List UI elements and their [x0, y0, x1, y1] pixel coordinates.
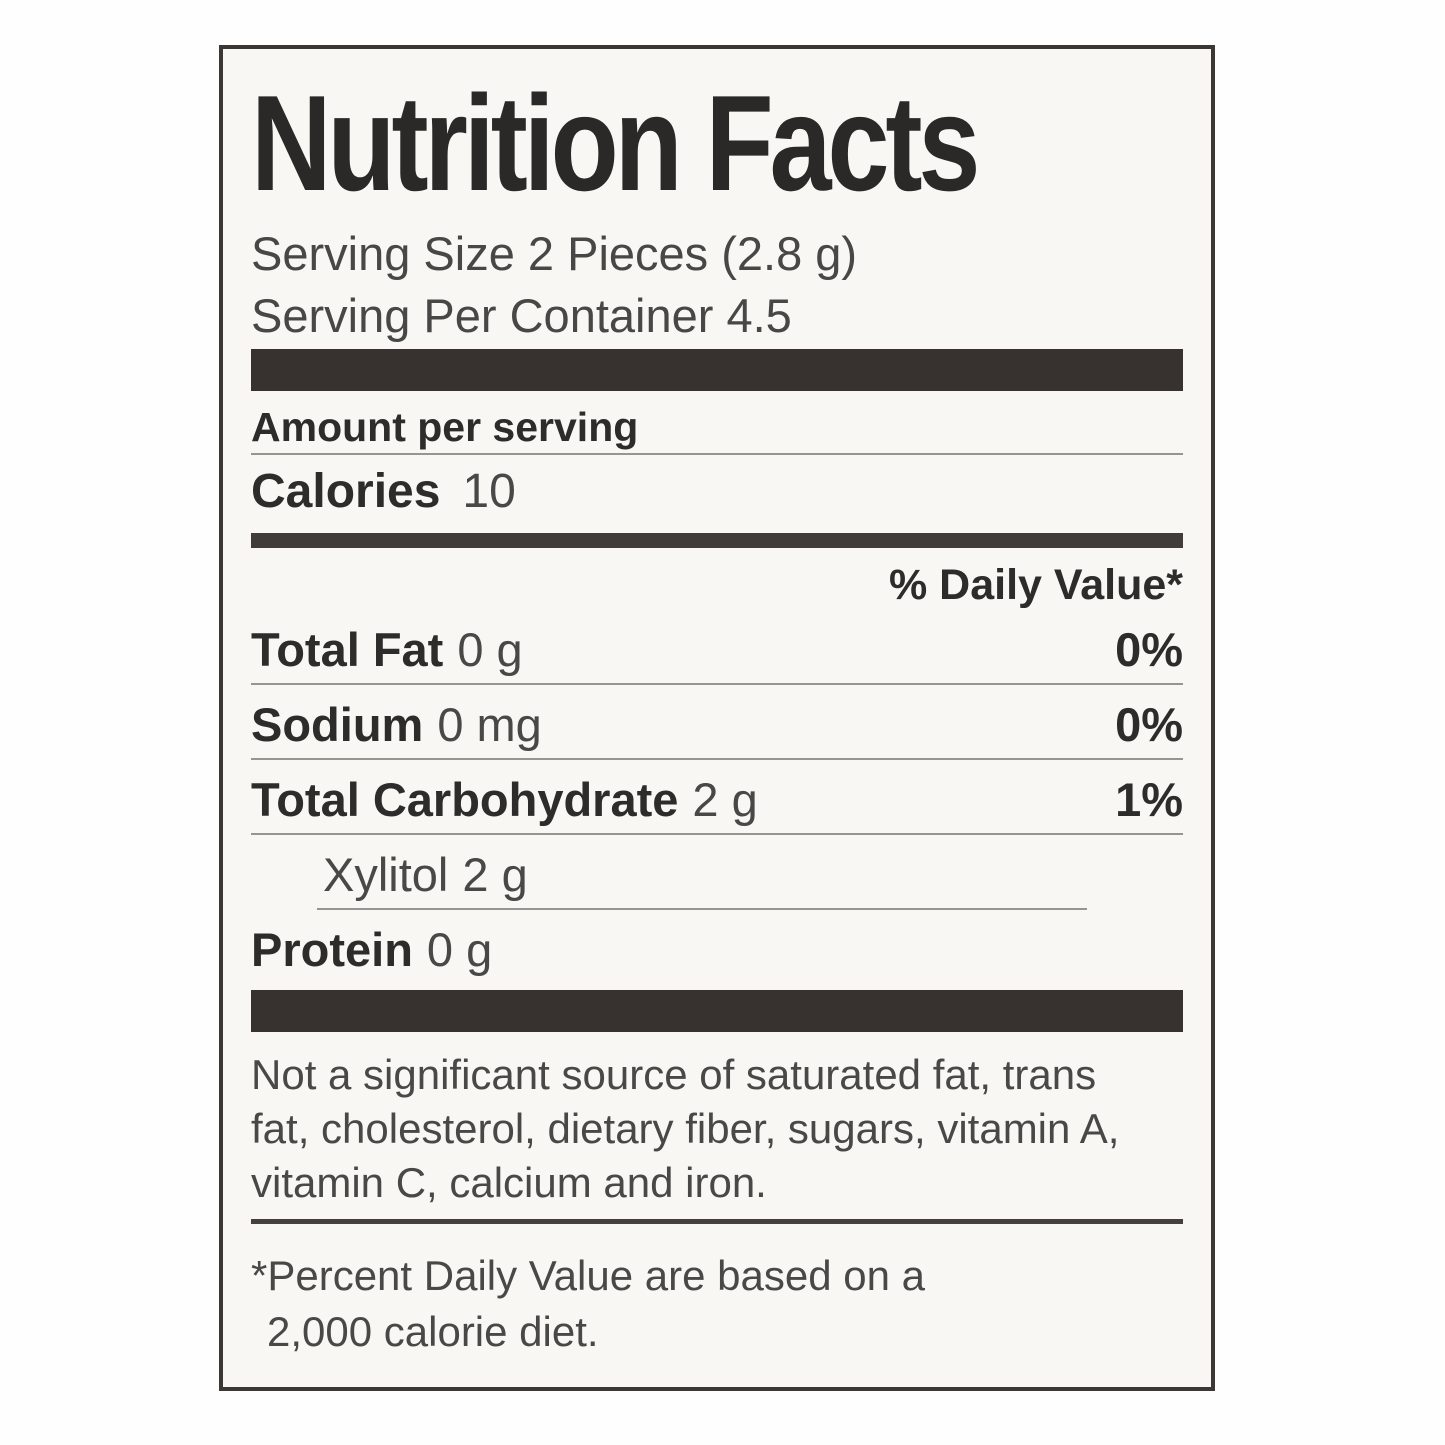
nutrition-facts-title: Nutrition Facts — [251, 67, 977, 219]
divider-bar-thick-bottom — [251, 990, 1183, 1032]
nutrient-amount: 2 g — [462, 848, 528, 901]
serving-size: Serving Size 2 Pieces (2.8 g) — [251, 227, 858, 280]
nutrient-amount: 0 g — [457, 623, 523, 676]
percent-daily-value-footnote — [251, 1248, 1183, 1360]
calories-label: Calories — [251, 465, 441, 518]
nutrient-name: Xylitol — [323, 848, 449, 901]
nutrient-name: Sodium — [251, 698, 424, 751]
row-separator — [251, 833, 1183, 835]
footnote-line: 2,000 calorie diet. — [267, 1308, 599, 1355]
servings-per-container: Serving Per Container 4.5 — [251, 289, 792, 342]
disclaimer-line: vitamin C, calcium and iron. — [251, 1159, 767, 1206]
amount-per-serving-label: Amount per serving — [251, 404, 639, 450]
nutrient-row-xylitol — [251, 849, 1183, 901]
disclaimer-line: Not a significant source of saturated fat, trans — [251, 1051, 1097, 1098]
nutrient-daily-value: 0% — [1115, 698, 1183, 751]
disclaimer-line: fat, cholesterol, dietary fiber, sugars, vitamin A, — [251, 1105, 1120, 1152]
nutrient-name: Total Carbohydrate — [251, 773, 679, 826]
nutrient-amount: 2 g — [692, 773, 758, 826]
calories-row — [251, 463, 1183, 521]
nutrient-name: Total Fat — [251, 623, 444, 676]
nutrient-row-total-fat — [251, 624, 1183, 676]
nutrient-row-sodium — [251, 699, 1183, 751]
insignificant-sources-note — [251, 1048, 1183, 1210]
serving-info — [251, 223, 1183, 347]
row-separator — [251, 683, 1183, 685]
daily-value-header: % Daily Value* — [889, 561, 1183, 609]
row-separator — [251, 758, 1183, 760]
nutrient-daily-value: 1% — [1115, 773, 1183, 826]
nutrient-row-total-carbohydrate — [251, 774, 1183, 826]
nutrient-row-protein — [251, 924, 1183, 976]
footnote-line: *Percent Daily Value are based on a — [251, 1252, 925, 1299]
nutrient-amount: 0 mg — [437, 698, 542, 751]
calories-value: 10 — [462, 465, 516, 518]
row-separator-indented — [317, 908, 1087, 910]
divider-rule-medium — [251, 1219, 1183, 1224]
divider-rule-thin — [251, 453, 1183, 455]
nutrient-name: Protein — [251, 923, 413, 976]
divider-bar-thick-top — [251, 349, 1183, 391]
nutrition-facts-panel — [219, 45, 1215, 1391]
nutrient-amount: 0 g — [426, 923, 493, 976]
divider-bar-medium — [251, 533, 1183, 548]
nutrient-daily-value: 0% — [1115, 623, 1183, 676]
